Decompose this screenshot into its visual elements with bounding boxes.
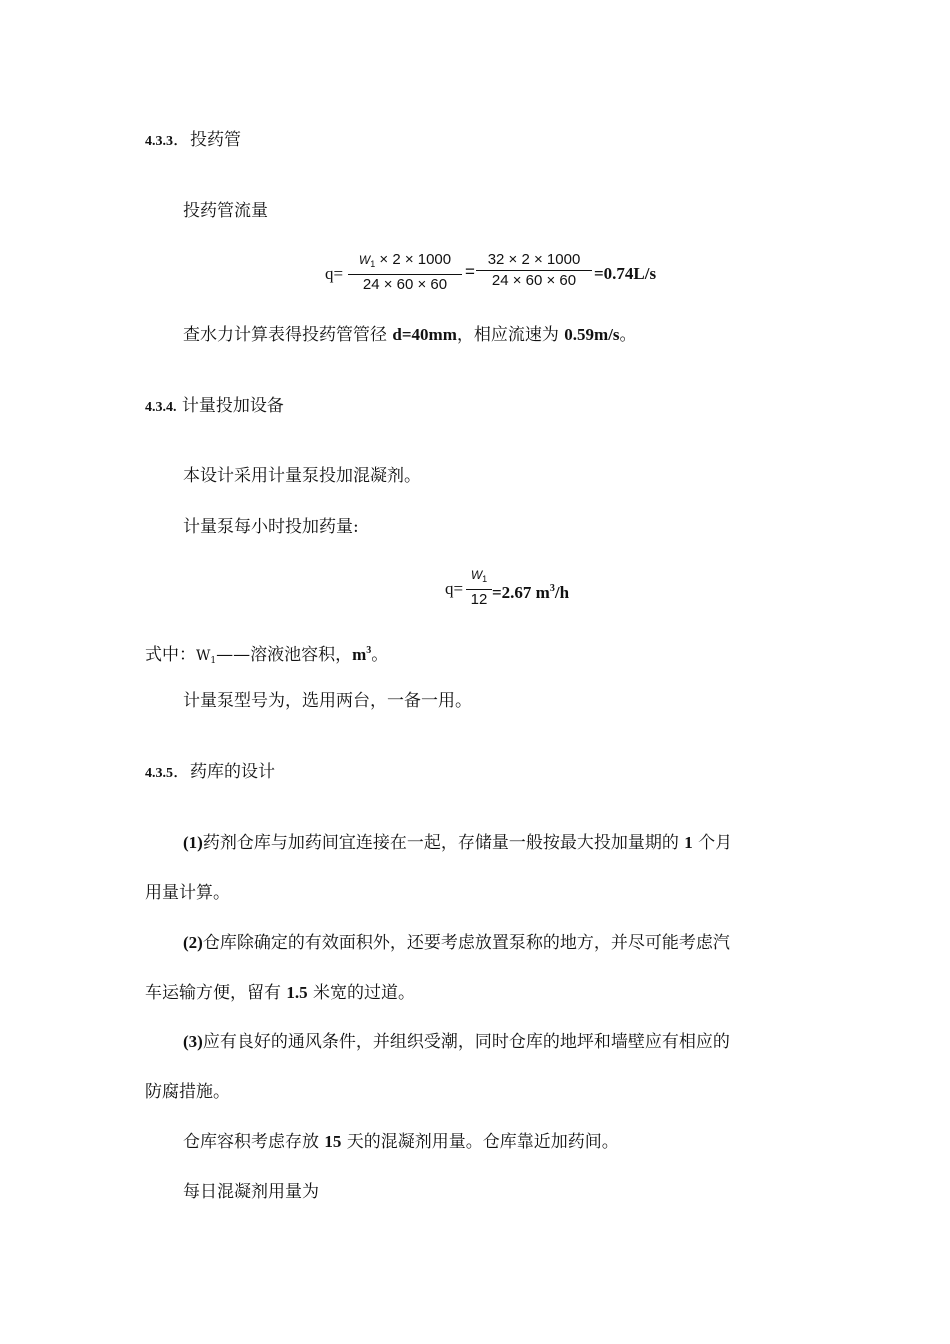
fraction-numerator: 32 × 2 × 1000 (487, 251, 581, 268)
equation-2-lhs: q= (445, 579, 464, 598)
paragraph-where: 式中：$W_1——$溶液池容积，$m^3$。 (145, 645, 389, 666)
list-item-1-line-1: (1)药剂仓库与加药间宜连接在一起，存储量一般按最大投加量期的 1 个月 (183, 833, 733, 853)
section-title: 计量投加设备 (176, 396, 284, 416)
section-title: ．药库的设计 (173, 762, 275, 782)
paragraph-daily-dose: 每日混凝剂用量为 (183, 1182, 319, 1202)
section-heading-4-3-5 (145, 761, 275, 785)
equation-1-fraction-2 (476, 251, 592, 290)
paragraph-pump-model: 计量泵型号为，选用两台，一备一用。 (183, 691, 472, 711)
section-number: 4.3.4. (145, 400, 177, 415)
paragraph-metering-pump: 本设计采用计量泵投加混凝剂。 (183, 466, 421, 486)
section-heading-4-3-3 (145, 129, 241, 153)
fraction-numerator: $W_1$ (470, 568, 488, 584)
list-item-2-line-2: 车运输方便，留有 1.5 米宽的过道。 (145, 983, 416, 1003)
equation-2-result: =2.67 $m^3/h$ (492, 583, 570, 602)
fraction-bar (348, 274, 462, 275)
list-item-3-line-2: 防腐措施。 (145, 1082, 230, 1102)
section-title: ．投药管 (173, 130, 241, 150)
list-item-3-line-1: (3)应有良好的通风条件，并组织受潮，同时仓库的地坪和墙壁应有相应的 (183, 1032, 730, 1052)
section-number: 4.3.5 (145, 766, 173, 781)
paragraph-storage-volume: 仓库容积考虑存放 15 天的混凝剂用量。仓库靠近加药间。 (183, 1132, 619, 1152)
fraction-bar (476, 270, 592, 271)
equation-2-fraction (466, 566, 492, 609)
fraction-denominator: 24 × 60 × 60 (491, 272, 577, 289)
fraction-numerator: $W_1 \times 2 \times 1000$ (358, 251, 452, 269)
fraction-denominator: 12 (470, 591, 488, 608)
equation-1-lhs: q= (325, 264, 344, 283)
list-item-2-line-1: (2)仓库除确定的有效面积外，还要考虑放置泵称的地方，并尽可能考虑汽 (183, 933, 730, 953)
paragraph-pipe-diameter: 查水力计算表得投药管管径 d=40mm，相应流速为 0.59m/s。 (183, 325, 637, 345)
equation-1-result: =0.74L/s (594, 264, 657, 283)
equation-1-equals: = (465, 262, 475, 281)
section-heading-4-3-4 (145, 395, 284, 419)
paragraph-flow-label: 投药管流量 (183, 201, 268, 221)
equation-1-fraction-1 (348, 251, 462, 294)
paragraph-hourly-dose: 计量泵每小时投加药量: (183, 517, 359, 537)
fraction-bar (466, 589, 492, 590)
fraction-denominator: 24 × 60 × 60 (362, 276, 448, 293)
list-item-1-line-2: 用量计算。 (145, 883, 230, 903)
section-number: 4.3.3 (145, 134, 173, 149)
